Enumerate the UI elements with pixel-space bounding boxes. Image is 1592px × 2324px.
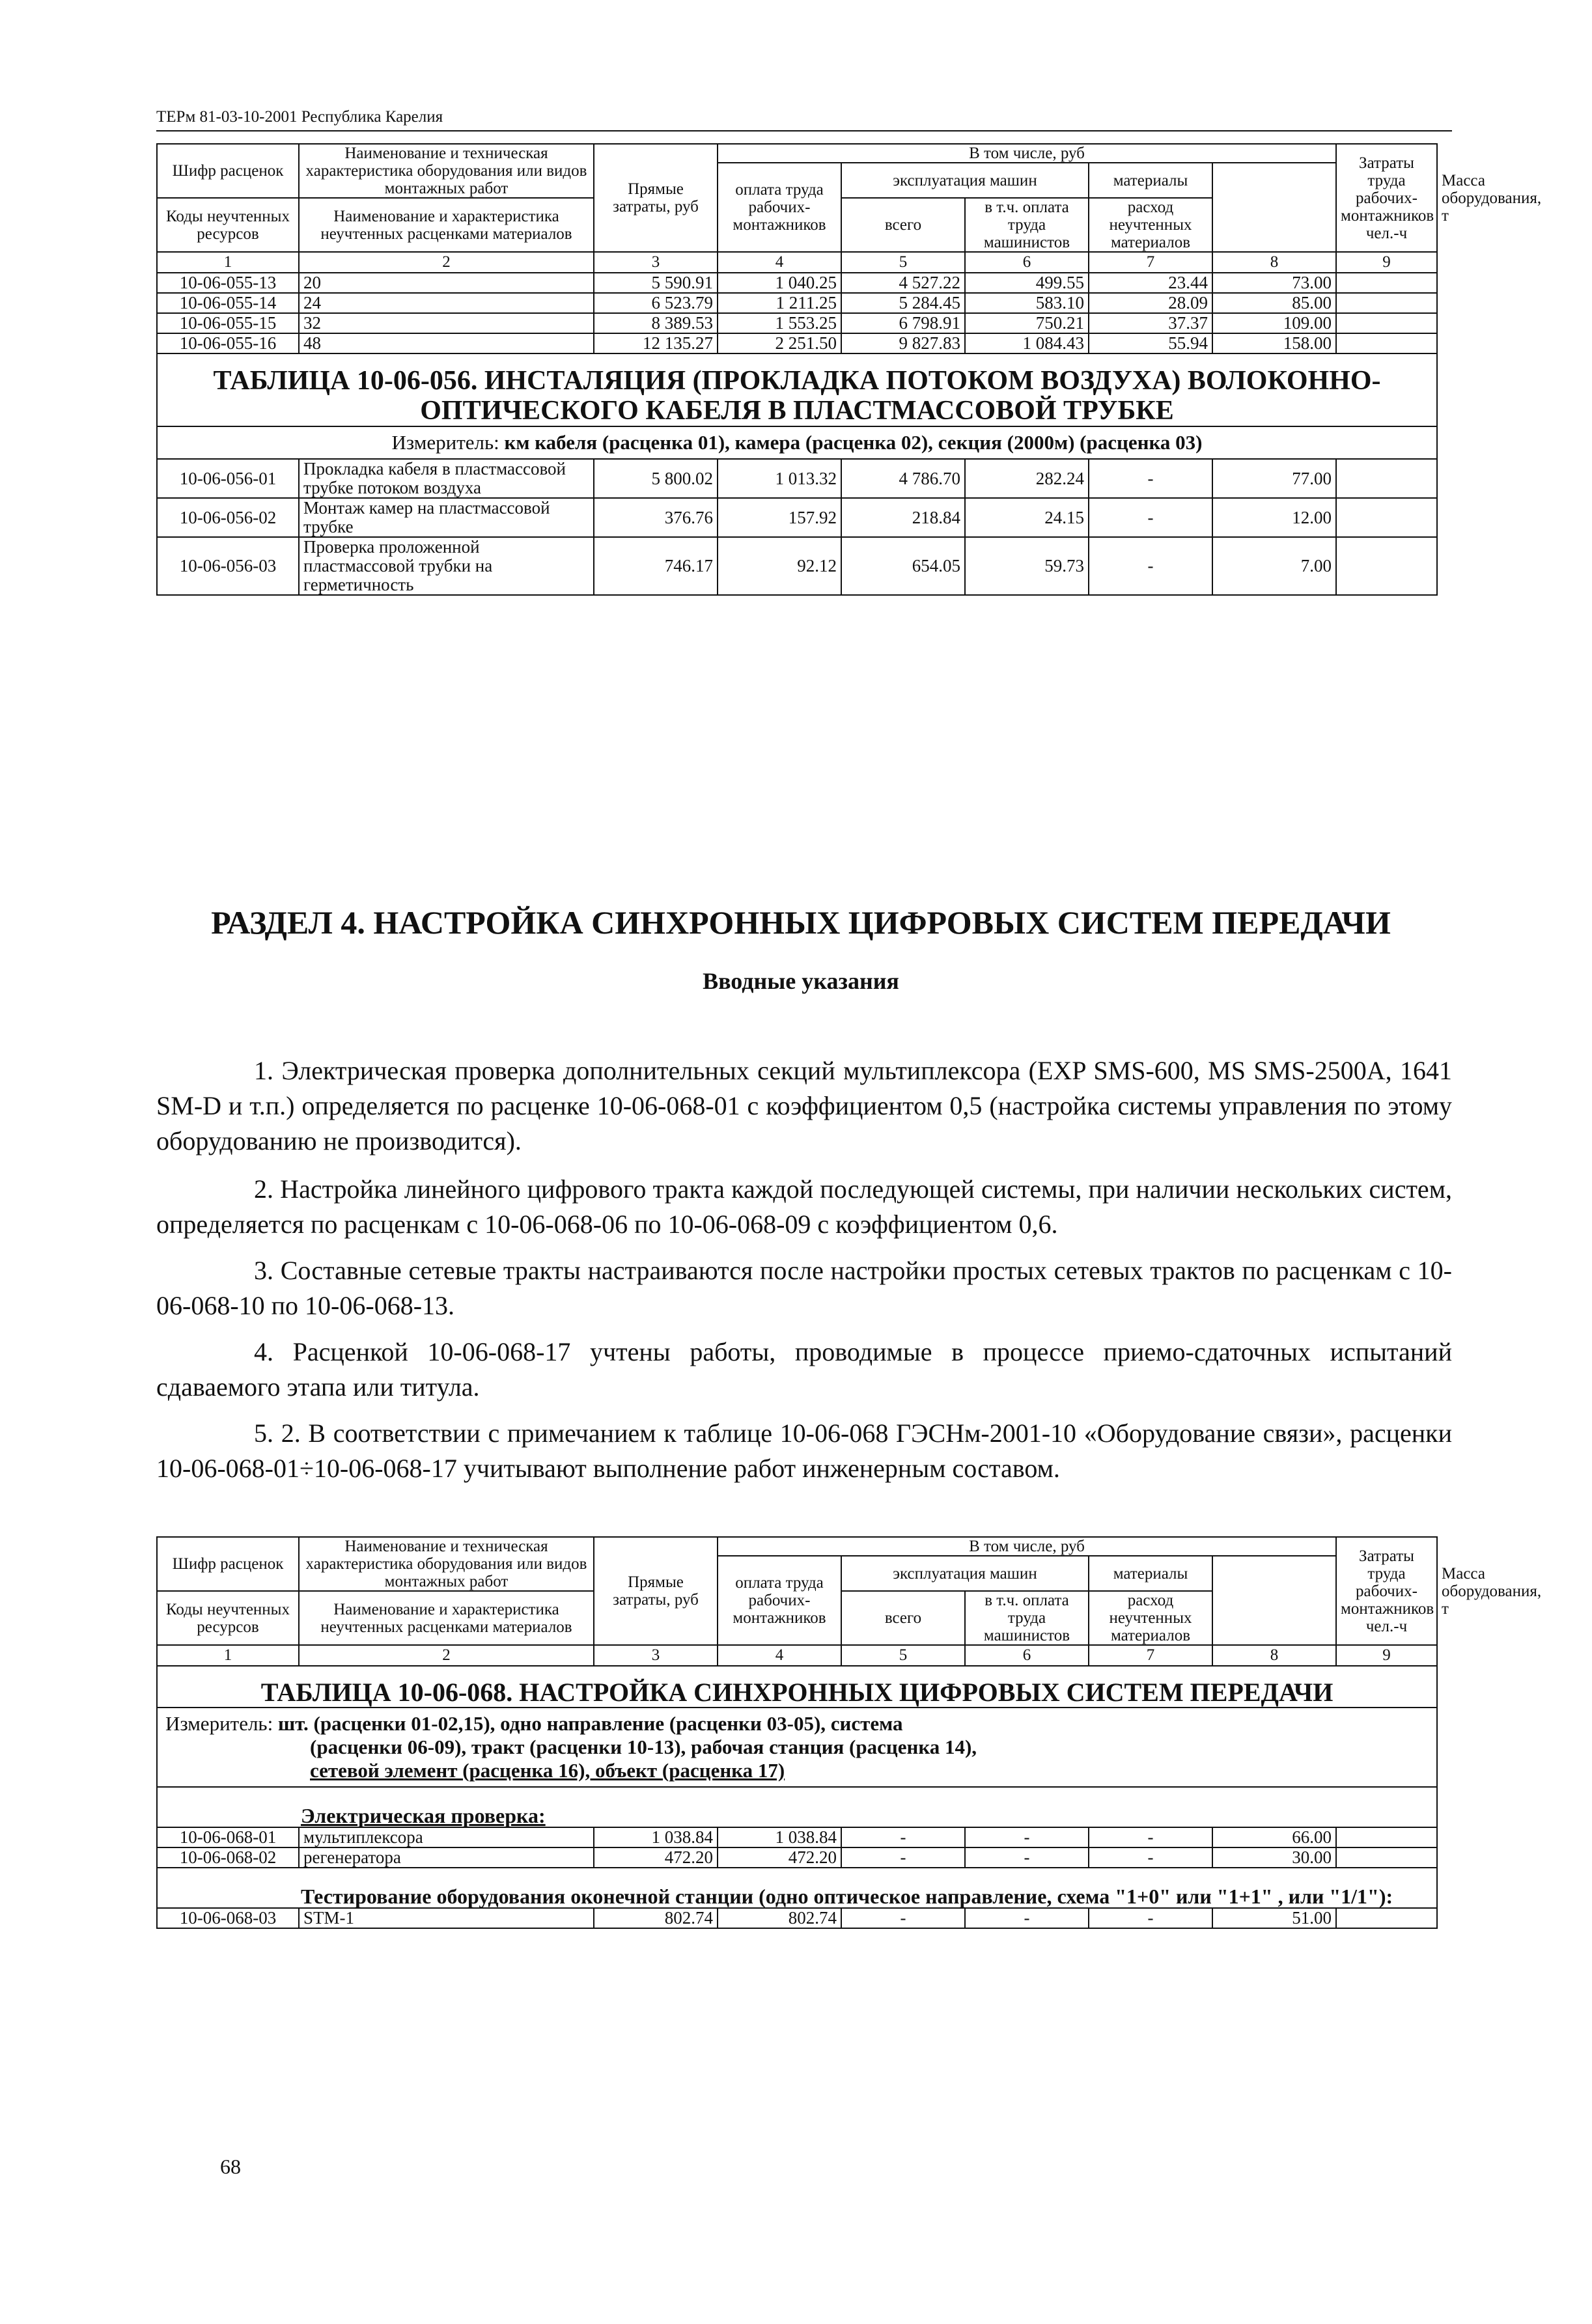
cell-machines: - xyxy=(841,1908,965,1928)
col-number: 6 xyxy=(965,252,1089,273)
col-number: 2 xyxy=(299,1645,594,1666)
rates-table-055-056: Шифр расценок Наименование и техническая характеристика оборудования или видов монтажных работ Прямые затраты, руб В том числе, руб Затраты труда рабочих-монтажников чел.-ч Масса оборудования, т оплата труда рабочих-монтажников эксплуатация машин материалы Коды неучтенных ресурсов Наименование и характеристика неучтенных расценками материалов всего в т.ч. оплата труда машинистов расход неучтенных материалов 1 2 3 4 5 6 7 8 9 10-06-055-13 20 5 590.91 1 040.25 4 527.22 499.55 23.44 73.00 10-06-055-14 24 6 523.79 1 211.25 5 284.45 583.10 28.09 85.00 10-06-055-15 32 8 389.53 1 553.25 6 798.91 750.21 37.37 109.00 10-06-055-16 48 12 135.27 2 251.50 9 827.83 1 084.43 55.94 158.00 ТАБЛИЦА 10-06-056. ИНСТАЛЯЦИЯ (ПРОКЛАДКА ПОТОКОМ ВОЗДУХА) ВОЛОКОННО- ОПТИЧЕСКОГО КАБЕЛЯ В ПЛАСТМАССОВОЙ ТРУБКЕ Измеритель: км кабеля (расценка 01), камера (расценка 02), секция (2000м) (расценка 03) 10-06-056-01 Прокладка кабеля в пластмассовой трубке потоком воздуха 5 800.02 1 013.32 4 786.70 282.24 - 77.00 10-06-056-02 Монтаж камер на пластмассовой трубке 376.76 157.92 218.84 24.15 - 12.00 10-06-056-03 Проверка проложенной пластмассовой трубки на герметичность 746.17 92.12 654.05 59.73 - 7.00 xyxy=(156,143,1438,596)
table-056-caption xyxy=(157,353,1437,426)
cell-labor-cost: 73.00 xyxy=(1212,273,1336,293)
cell-code: 10-06-056-03 xyxy=(157,537,299,595)
cell-name: 24 xyxy=(299,293,594,313)
page-header: ТЕРм 81-03-10-2001 Республика Карелия xyxy=(156,108,443,126)
cell-labor: 2 251.50 xyxy=(718,333,841,353)
cell-labor: 1 211.25 xyxy=(718,293,841,313)
cell-direct: 746.17 xyxy=(594,537,718,595)
cell-direct: 6 523.79 xyxy=(594,293,718,313)
cell-name: регенератора xyxy=(299,1847,594,1868)
cell-name: 32 xyxy=(299,313,594,333)
cell-mass xyxy=(1336,1827,1437,1847)
group-title: Электрическая проверка: xyxy=(301,1804,546,1827)
cell-direct: 376.76 xyxy=(594,498,718,537)
cell-materials: 28.09 xyxy=(1089,293,1212,313)
intro-title: Вводные указания xyxy=(703,968,899,994)
col-number: 2 xyxy=(299,252,594,273)
header-total: всего xyxy=(841,198,965,252)
header-direct: Прямые затраты, руб xyxy=(594,1537,718,1645)
cell-mass xyxy=(1336,1908,1437,1928)
header-labor: оплата труда рабочих-монтажников xyxy=(718,1556,841,1645)
header-unaccounted: расход неучтенных материалов xyxy=(1089,198,1212,252)
cell-mass xyxy=(1336,459,1437,498)
header-labor: оплата труда рабочих-монтажников xyxy=(718,163,841,252)
cell-materials: - xyxy=(1089,1827,1212,1847)
table-row xyxy=(157,1847,1437,1868)
section-title: РАЗДЕЛ 4. НАСТРОЙКА СИНХРОННЫХ ЦИФРОВЫХ СИСТЕМ ПЕРЕДАЧИ xyxy=(211,904,1391,941)
cell-code: 10-06-055-14 xyxy=(157,293,299,313)
cell-machines: 654.05 xyxy=(841,537,965,595)
header-labor-cost: Затраты труда рабочих-монтажников чел.-ч xyxy=(1336,1537,1437,1645)
table-055-rows xyxy=(157,273,1437,353)
cell-materials: 23.44 xyxy=(1089,273,1212,293)
cell-labor-cost: 109.00 xyxy=(1212,313,1336,333)
cell-direct: 1 038.84 xyxy=(594,1827,718,1847)
table-056-caption-line2: ОПТИЧЕСКОГО КАБЕЛЯ В ПЛАСТМАССОВОЙ ТРУБКЕ xyxy=(420,396,1174,426)
cell-code: 10-06-056-02 xyxy=(157,498,299,537)
cell-labor: 1 013.32 xyxy=(718,459,841,498)
cell-name: STM-1 xyxy=(299,1908,594,1928)
table-056-rows xyxy=(157,459,1437,595)
measure-line-3: сетевой элемент (расценка 16), объект (расценка 17) xyxy=(310,1759,785,1782)
cell-code: 10-06-068-01 xyxy=(157,1827,299,1847)
header-labor-cost: Затраты труда рабочих-монтажников чел.-ч xyxy=(1336,144,1437,252)
table-row xyxy=(157,1827,1437,1847)
cell-name: 20 xyxy=(299,273,594,293)
col-number: 9 xyxy=(1336,252,1437,273)
intro-paragraph-4: 4. Расценкой 10-06-068-17 учтены работы, проводимые в процессе приемо-сдаточных испытаний сдаваемого этапа или титула. xyxy=(156,1337,1452,1402)
cell-labor-cost: 66.00 xyxy=(1212,1827,1336,1847)
cell-materials: - xyxy=(1089,498,1212,537)
cell-machines: - xyxy=(841,1847,965,1868)
cell-labor: 802.74 xyxy=(718,1908,841,1928)
measure-value: км кабеля (расценка 01), камера (расценка 02), секция (2000м) (расценка 03) xyxy=(504,431,1203,454)
table-056-caption-line1: ТАБЛИЦА 10-06-056. ИНСТАЛЯЦИЯ (ПРОКЛАДКА ПОТОКОМ ВОЗДУХА) ВОЛОКОННО- xyxy=(213,366,1381,396)
measure-line-2: (расценки 06-09), тракт (расценки 10-13), рабочая станция (расценка 14), xyxy=(310,1736,977,1758)
measure-label: Измеритель: xyxy=(165,1712,278,1735)
cell-machinists: 59.73 xyxy=(965,537,1089,595)
cell-mass xyxy=(1336,1847,1437,1868)
rates-table-068: Шифр расценок Наименование и техническая характеристика оборудования или видов монтажных работ Прямые затраты, руб В том числе, руб Затраты труда рабочих-монтажников чел.-ч Масса оборудования, т оплата труда рабочих-монтажников эксплуатация машин материалы Коды неучтенных ресурсов Наименование и характеристика неучтенных расценками материалов всего в т.ч. оплата труда машинистов расход неучтенных материалов 1 2 3 4 5 6 7 8 9 ТАБЛИЦА 10-06-068. НАСТРОЙКА СИНХРОННЫХ ЦИФРОВЫХ СИСТЕМ ПЕРЕДАЧИ Измеритель: шт. (расценки 01-02,15), одно направление (расценки 03-05), система (расценки 06-09), тракт (расценки 10-13), рабочая станция (расценка 14), сетевой элемент (расценка 16), объект (расценка 17) Электрическая проверка: 10-06-068-01 мультиплексора 1 038.84 1 038.84 - - - 66.00 10-06-068-02 регенератора 472.20 472.20 - - - 30.00 Тестирование оборудования оконечной станции (одно оптическое направление, схема "1+0" или "1+1" , или "1/1"): 10-06-068-03 STM-1 802.74 802.74 - - - 51.00 xyxy=(156,1536,1438,1929)
cell-machines: - xyxy=(841,1827,965,1847)
cell-machinists: 24.15 xyxy=(965,498,1089,537)
table-068-measure xyxy=(157,1708,1437,1787)
col-number: 5 xyxy=(841,252,965,273)
cell-labor: 1 038.84 xyxy=(718,1827,841,1847)
cell-code: 10-06-068-02 xyxy=(157,1847,299,1868)
cell-machines: 4 786.70 xyxy=(841,459,965,498)
header-number-row xyxy=(157,1645,1437,1666)
cell-direct: 8 389.53 xyxy=(594,313,718,333)
cell-direct: 802.74 xyxy=(594,1908,718,1928)
header-unaccounted: расход неучтенных материалов xyxy=(1089,1591,1212,1645)
cell-labor-cost: 77.00 xyxy=(1212,459,1336,498)
cell-machines: 4 527.22 xyxy=(841,273,965,293)
header-name2: Наименование и характеристика неучтенных расценками материалов xyxy=(299,1591,594,1645)
cell-labor: 92.12 xyxy=(718,537,841,595)
header-codes: Коды неучтенных ресурсов xyxy=(157,1591,299,1645)
header-total: всего xyxy=(841,1591,965,1645)
cell-labor: 472.20 xyxy=(718,1847,841,1868)
cell-labor-cost: 7.00 xyxy=(1212,537,1336,595)
header-name: Наименование и техническая характеристика оборудования или видов монтажных работ xyxy=(299,144,594,198)
header-name2: Наименование и характеристика неучтенных расценками материалов xyxy=(299,198,594,252)
table-068-group1-rows xyxy=(157,1827,1437,1868)
cell-direct: 472.20 xyxy=(594,1847,718,1868)
header-machinists: в т.ч. оплата труда машинистов xyxy=(965,198,1089,252)
header-machinists: в т.ч. оплата труда машинистов xyxy=(965,1591,1089,1645)
header-cipher: Шифр расценок xyxy=(157,144,299,198)
measure-line-1: шт. (расценки 01-02,15), одно направление (расценки 03-05), система xyxy=(277,1712,903,1735)
cell-name: Прокладка кабеля в пластмассовой трубке потоком воздуха xyxy=(299,459,594,498)
col-number: 1 xyxy=(157,252,299,273)
table-068-caption: ТАБЛИЦА 10-06-068. НАСТРОЙКА СИНХРОННЫХ ЦИФРОВЫХ СИСТЕМ ПЕРЕДАЧИ xyxy=(157,1666,1437,1708)
table-row xyxy=(157,293,1437,313)
cell-code: 10-06-055-16 xyxy=(157,333,299,353)
cell-code: 10-06-055-13 xyxy=(157,273,299,293)
cell-materials: - xyxy=(1089,459,1212,498)
col-number: 4 xyxy=(718,252,841,273)
cell-machinists: - xyxy=(965,1908,1089,1928)
header-codes: Коды неучтенных ресурсов xyxy=(157,198,299,252)
cell-name: Проверка проложенной пластмассовой трубки на герметичность xyxy=(299,537,594,595)
cell-materials: 37.37 xyxy=(1089,313,1212,333)
header-machines: эксплуатация машин xyxy=(841,163,1089,198)
col-number: 5 xyxy=(841,1645,965,1666)
header-direct: Прямые затраты, руб xyxy=(594,144,718,252)
header-incl: В том числе, руб xyxy=(718,144,1336,163)
cell-mass xyxy=(1336,293,1437,313)
col-number: 6 xyxy=(965,1645,1089,1666)
header-name: Наименование и техническая характеристика оборудования или видов монтажных работ xyxy=(299,1537,594,1591)
cell-code: 10-06-056-01 xyxy=(157,459,299,498)
cell-mass xyxy=(1336,498,1437,537)
header-materials: материалы xyxy=(1089,163,1212,198)
header-incl: В том числе, руб xyxy=(718,1537,1336,1556)
table-row xyxy=(157,313,1437,333)
cell-labor-cost: 85.00 xyxy=(1212,293,1336,313)
cell-code: 10-06-055-15 xyxy=(157,313,299,333)
cell-mass xyxy=(1336,273,1437,293)
cell-machinists: 282.24 xyxy=(965,459,1089,498)
col-number: 4 xyxy=(718,1645,841,1666)
header-materials: материалы xyxy=(1089,1556,1212,1591)
cell-name: 48 xyxy=(299,333,594,353)
col-number: 3 xyxy=(594,252,718,273)
header-cipher: Шифр расценок xyxy=(157,1537,299,1591)
table-row xyxy=(157,273,1437,293)
col-number: 8 xyxy=(1212,1645,1336,1666)
table-row xyxy=(157,459,1437,498)
cell-materials: - xyxy=(1089,537,1212,595)
cell-machines: 6 798.91 xyxy=(841,313,965,333)
cell-machines: 218.84 xyxy=(841,498,965,537)
header-machines: эксплуатация машин xyxy=(841,1556,1089,1591)
cell-labor-cost: 12.00 xyxy=(1212,498,1336,537)
group-electrical-check xyxy=(157,1787,1437,1827)
cell-machines: 5 284.45 xyxy=(841,293,965,313)
cell-name: мультиплексора xyxy=(299,1827,594,1847)
table-row xyxy=(157,1908,1437,1928)
col-number: 1 xyxy=(157,1645,299,1666)
cell-mass xyxy=(1336,313,1437,333)
group-terminal-testing: Тестирование оборудования оконечной станции (одно оптическое направление, схема "1+0" или "1+1" , или "1/1"): xyxy=(157,1868,1437,1908)
cell-machinists: 499.55 xyxy=(965,273,1089,293)
cell-labor-cost: 158.00 xyxy=(1212,333,1336,353)
table-row xyxy=(157,333,1437,353)
cell-machinists: 750.21 xyxy=(965,313,1089,333)
intro-paragraph-2: 2. Настройка линейного цифрового тракта каждой последующей системы, при наличии нескольких систем, определяется по расценкам с 10-06-068-06 по 10-06-068-09 с коэффициентом 0,6. xyxy=(156,1174,1452,1239)
cell-machines: 9 827.83 xyxy=(841,333,965,353)
cell-machinists: - xyxy=(965,1847,1089,1868)
col-number: 7 xyxy=(1089,252,1212,273)
cell-direct: 5 800.02 xyxy=(594,459,718,498)
cell-name: Монтаж камер на пластмассовой трубке xyxy=(299,498,594,537)
cell-materials: - xyxy=(1089,1908,1212,1928)
cell-direct: 12 135.27 xyxy=(594,333,718,353)
table-068-group2-rows xyxy=(157,1908,1437,1928)
cell-direct: 5 590.91 xyxy=(594,273,718,293)
table-row xyxy=(157,498,1437,537)
cell-labor: 1 040.25 xyxy=(718,273,841,293)
cell-mass xyxy=(1336,333,1437,353)
measure-label: Измеритель: xyxy=(391,431,505,454)
cell-machinists: 1 084.43 xyxy=(965,333,1089,353)
intro-paragraph-3: 3. Составные сетевые тракты настраиваются после настройки простых сетевых трактов по расценкам с 10-06-068-10 по 10-06-068-13. xyxy=(156,1256,1452,1320)
table-row xyxy=(157,537,1437,595)
cell-materials: 55.94 xyxy=(1089,333,1212,353)
col-number: 9 xyxy=(1336,1645,1437,1666)
cell-labor-cost: 51.00 xyxy=(1212,1908,1336,1928)
intro-paragraph-5: 5. 2. В соответствии с примечанием к таблице 10-06-068 ГЭСНм-2001-10 «Оборудование связи», расценки 10-06-068-01÷10-06-068-17 учитывают выполнение работ инженерным составом. xyxy=(156,1418,1452,1483)
cell-mass xyxy=(1336,537,1437,595)
intro-paragraph-1: 1. Электрическая проверка дополнительных секций мультиплексора (EXP SMS-600, MS SMS-2500A, 1641 SM-D и т.п.) определяется по расценке 10-06-068-01 с коэффициентом 0,5 (настройка системы управления по этому оборудованию не производится). xyxy=(156,1056,1452,1155)
header-number-row xyxy=(157,252,1437,273)
col-number: 8 xyxy=(1212,252,1336,273)
header-rule xyxy=(156,130,1452,131)
cell-materials: - xyxy=(1089,1847,1212,1868)
col-number: 7 xyxy=(1089,1645,1212,1666)
cell-machinists: - xyxy=(965,1827,1089,1847)
cell-labor-cost: 30.00 xyxy=(1212,1847,1336,1868)
cell-machinists: 583.10 xyxy=(965,293,1089,313)
cell-labor: 1 553.25 xyxy=(718,313,841,333)
col-number: 3 xyxy=(594,1645,718,1666)
page-number: 68 xyxy=(220,2155,241,2178)
table-056-measure xyxy=(157,426,1437,459)
cell-labor: 157.92 xyxy=(718,498,841,537)
cell-code: 10-06-068-03 xyxy=(157,1908,299,1928)
